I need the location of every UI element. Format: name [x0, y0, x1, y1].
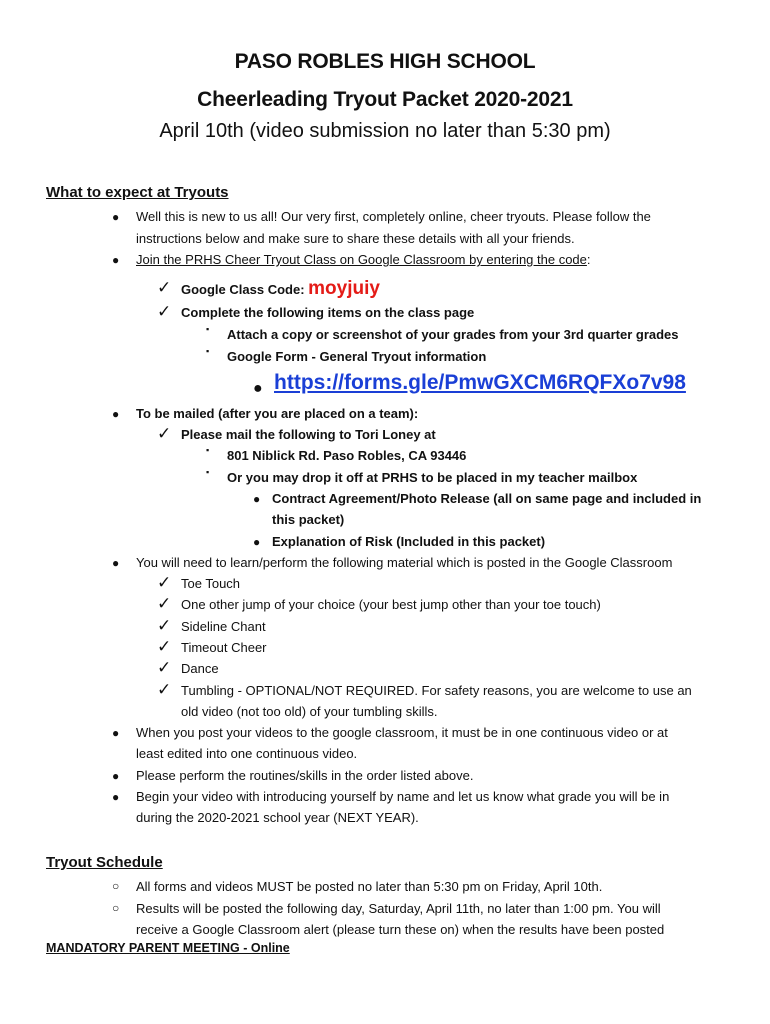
bullet-icon: ●: [253, 492, 261, 506]
intro-line-2: instructions below and make sure to share these details with all your friends.: [136, 231, 575, 246]
attach-grades: Attach a copy or screenshot of your grades from your 3rd quarter grades: [227, 327, 679, 342]
expect-heading: What to expect at Tryouts: [46, 184, 229, 201]
schedule-item-2-line-2: receive a Google Classroom alert (please turn these on) when the results have been posted: [136, 922, 665, 937]
material-item: Timeout Cheer: [181, 640, 267, 655]
dropoff-item: Or you may drop it off at PRHS to be placed in my teacher mailbox: [227, 470, 638, 485]
check-icon: ✓: [157, 658, 172, 677]
school-title: PASO ROBLES HIGH SCHOOL: [234, 50, 536, 73]
join-class-item: [136, 249, 591, 270]
join-colon: :: [586, 252, 591, 267]
square-bullet-icon: ▪: [206, 467, 210, 477]
mail-address: 801 Niblick Rd. Paso Robles, CA 93446: [227, 448, 467, 463]
bullet-icon: ●: [112, 253, 120, 267]
material-item: Toe Touch: [181, 576, 241, 591]
bullet-icon: ●: [112, 769, 120, 783]
material-item: Sideline Chant: [181, 619, 266, 634]
tumbling-line-1: Tumbling - OPTIONAL/NOT REQUIRED. For safety reasons, you are welcome to use an: [181, 683, 692, 698]
check-icon: ✓: [157, 680, 172, 699]
class-code-value: moyjuiy: [308, 278, 380, 299]
post-line-1: When you post your videos to the google classroom, it must be in one continuous video or at: [136, 725, 668, 740]
check-icon: ✓: [157, 424, 172, 443]
contract-line-1: Contract Agreement/Photo Release (all on same page and included in: [272, 491, 702, 506]
mailed-item: To be mailed (after you are placed on a team):: [136, 406, 419, 421]
bullet-icon: ●: [112, 210, 120, 224]
square-bullet-icon: ▪: [206, 324, 210, 334]
form-url-link[interactable]: https://forms.gle/PmwGXCM6RQFXo7v98: [274, 371, 686, 394]
check-icon: ✓: [157, 573, 172, 592]
bullet-icon: ●: [112, 726, 120, 740]
class-code-label: Google Class Code:: [181, 282, 309, 297]
begin-line-2: during the 2020-2021 school year (NEXT YEAR).: [136, 810, 419, 825]
schedule-item-2-line-1: Results will be posted the following day, Saturday, April 11th, no later than 1:00 pm. You will: [136, 901, 661, 916]
schedule-item-1: All forms and videos MUST be posted no later than 5:30 pm on Friday, April 10th.: [136, 879, 603, 894]
bullet-icon: ●: [253, 535, 261, 549]
class-code-line: [181, 278, 380, 300]
google-form-item: Google Form - General Tryout information: [227, 349, 487, 364]
check-icon: ✓: [157, 278, 172, 297]
bullet-icon: ●: [253, 380, 263, 397]
bullet-icon: ●: [112, 407, 120, 421]
complete-items: Complete the following items on the class page: [181, 305, 475, 320]
check-icon: ✓: [157, 637, 172, 656]
circle-bullet-icon: ○: [112, 901, 120, 915]
post-line-2: least edited into one continuous video.: [136, 746, 358, 761]
intro-line-1: Well this is new to us all! Our very first, completely online, cheer tryouts. Please follow the: [136, 209, 651, 224]
bullet-icon: ●: [112, 790, 120, 804]
contract-line-2: this packet): [272, 512, 345, 527]
date-subtitle: April 10th (video submission no later than 5:30 pm): [159, 120, 611, 142]
risk-item: Explanation of Risk (Included in this packet): [272, 534, 546, 549]
learn-item: You will need to learn/perform the following material which is posted in the Google Classroom: [136, 555, 673, 570]
mandatory-meeting-heading: MANDATORY PARENT MEETING - Online: [46, 941, 290, 955]
circle-bullet-icon: ○: [112, 879, 120, 893]
square-bullet-icon: ▪: [206, 445, 210, 455]
bullet-icon: ●: [112, 556, 120, 570]
check-icon: ✓: [157, 616, 172, 635]
check-icon: ✓: [157, 302, 172, 321]
material-item: Dance: [181, 661, 219, 676]
join-class-link[interactable]: Join the PRHS Cheer Tryout Class on Google Classroom by entering the code: [136, 252, 587, 267]
mail-to-item: Please mail the following to Tori Loney at: [181, 427, 436, 442]
schedule-heading: Tryout Schedule: [46, 854, 163, 871]
packet-title: Cheerleading Tryout Packet 2020-2021: [197, 88, 573, 111]
material-item: One other jump of your choice (your best jump other than your toe touch): [181, 597, 601, 612]
square-bullet-icon: ▪: [206, 346, 210, 356]
order-item: Please perform the routines/skills in the order listed above.: [136, 768, 474, 783]
begin-line-1: Begin your video with introducing yourself by name and let us know what grade you will be in: [136, 789, 670, 804]
tumbling-line-2: old video (not too old) of your tumbling skills.: [181, 704, 438, 719]
check-icon: ✓: [157, 594, 172, 613]
